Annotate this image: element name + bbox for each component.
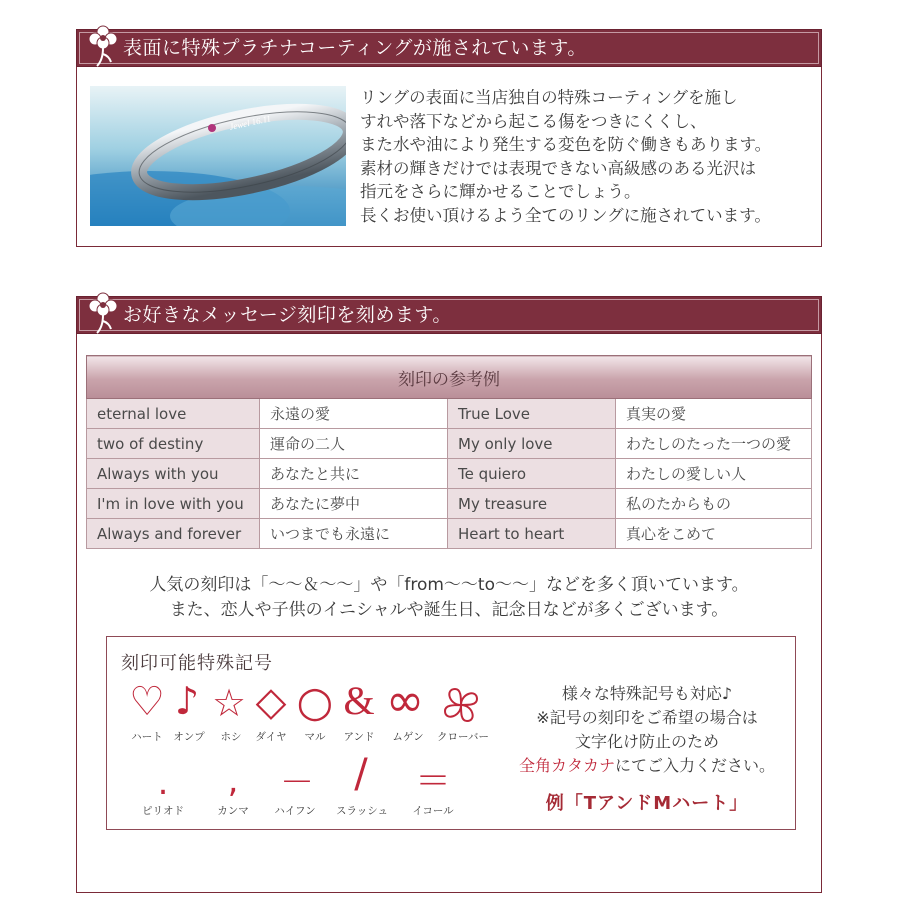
symbol-label: マル (304, 731, 326, 743)
table-row (87, 459, 812, 489)
table-cell: two of destiny (87, 429, 260, 459)
table-cell: Te quiero (448, 459, 616, 489)
symbol-label: ダイヤ (255, 731, 287, 743)
coating-description (360, 86, 820, 228)
symbol-label: オンプ (173, 731, 205, 743)
ampersand-icon: & (343, 678, 375, 723)
table-cell: Heart to heart (448, 519, 616, 549)
symbols-note-line2: ※記号の刻印をご希望の場合は (536, 708, 758, 727)
table-cell: 永遠の愛 (260, 399, 448, 429)
coating-line: 素材の輝きだけでは表現できない高級感のある光沢は (360, 158, 756, 178)
symbol-label: ハイフン (274, 805, 316, 817)
star-icon: ☆ (211, 681, 247, 725)
table-cell: My treasure (448, 489, 616, 519)
slash-icon: / (354, 751, 368, 797)
coating-header (76, 29, 822, 67)
engraving-examples-table (86, 355, 812, 549)
table-cell: 運命の二人 (260, 429, 448, 459)
clover-icon (439, 683, 483, 727)
table-cell: Always and forever (87, 519, 260, 549)
table-cell: 真心をこめて (616, 519, 812, 549)
note-line4-rest: にてご入力ください。 (615, 756, 776, 775)
comma-icon: , (227, 761, 239, 801)
symbol-label: カンマ (217, 805, 249, 817)
table-title: 刻印の参考例 (87, 356, 812, 399)
coating-title: 表面に特殊プラチナコーティングが施されています。 (123, 37, 587, 59)
symbol-label: クローバー (437, 731, 489, 743)
symbol-label: ピリオド (142, 805, 184, 817)
coating-line: 長くお使い頂けるよう全てのリングに施されています。 (360, 205, 771, 225)
table-cell: Always with you (87, 459, 260, 489)
flower-ornament-icon (85, 289, 121, 337)
table-row (87, 429, 812, 459)
table-cell: eternal love (87, 399, 260, 429)
diamond-icon: ◇ (255, 679, 287, 725)
table-row (87, 489, 812, 519)
katakana-highlight: 全角カタカナ (518, 756, 615, 775)
table-row (87, 519, 812, 549)
table-cell: あなたと共に (260, 459, 448, 489)
table-cell: わたしのたった一つの愛 (616, 429, 812, 459)
equals-icon: ＝ (414, 761, 451, 802)
infinity-icon: ∞ (385, 673, 425, 727)
symbols-note-line1: 様々な特殊記号も対応♪ (561, 684, 733, 703)
hyphen-icon: － (280, 763, 314, 803)
table-cell: 真実の愛 (616, 399, 812, 429)
engraving-header (76, 296, 822, 334)
ring-photo (90, 86, 346, 226)
symbols-note-line4 (507, 753, 787, 776)
symbol-label: ムゲン (392, 731, 424, 743)
table-cell: True Love (448, 399, 616, 429)
table-cell: わたしの愛しい人 (616, 459, 812, 489)
heart-icon: ♡ (129, 679, 165, 725)
popular-engraving-line2: また、恋人や子供のイニシャルや誕生日、記念日などが多くございます。 (169, 600, 729, 620)
coating-line: 指元をさらに輝かせることでしょう。 (360, 182, 641, 202)
symbol-label: スラッシュ (335, 805, 389, 817)
coating-line: また水や油により発生する変色を防ぐ働きもあります。 (360, 135, 772, 155)
ring-engraving-text: Jewel 16.11 (228, 113, 272, 132)
symbol-label: ハート (131, 731, 163, 743)
circle-icon: ○ (296, 677, 334, 726)
table-cell: My only love (448, 429, 616, 459)
table-cell: あなたに夢中 (260, 489, 448, 519)
special-symbols-box (106, 636, 796, 830)
coating-line: リングの表面に当店独自の特殊コーティングを施し (360, 88, 738, 107)
table-cell: I'm in love with you (87, 489, 260, 519)
symbol-label: ホシ (220, 731, 242, 743)
engraving-title: お好きなメッセージ刻印を刻めます。 (123, 304, 452, 326)
symbols-example: 例「TアンドMハート」 (545, 793, 749, 814)
popular-engraving-line1: 人気の刻印は「～～＆～～」や「from～～to～～」などを多く頂いています。 (149, 575, 749, 595)
coating-line: すれや落下などから起こる傷をつきにくくし、 (360, 111, 707, 131)
symbols-note-line3: 文字化け防止のため (574, 732, 719, 751)
table-row (87, 399, 812, 429)
symbols-title: 刻印可能特殊記号 (121, 653, 273, 674)
flower-ornament-icon (85, 22, 121, 70)
symbol-label: アンド (343, 731, 375, 743)
table-cell: いつまでも永遠に (260, 519, 448, 549)
music-note-icon: ♪ (174, 679, 200, 723)
symbol-label: イコール (412, 805, 454, 817)
period-icon: . (157, 763, 169, 803)
table-cell: 私のたからもの (616, 489, 812, 519)
